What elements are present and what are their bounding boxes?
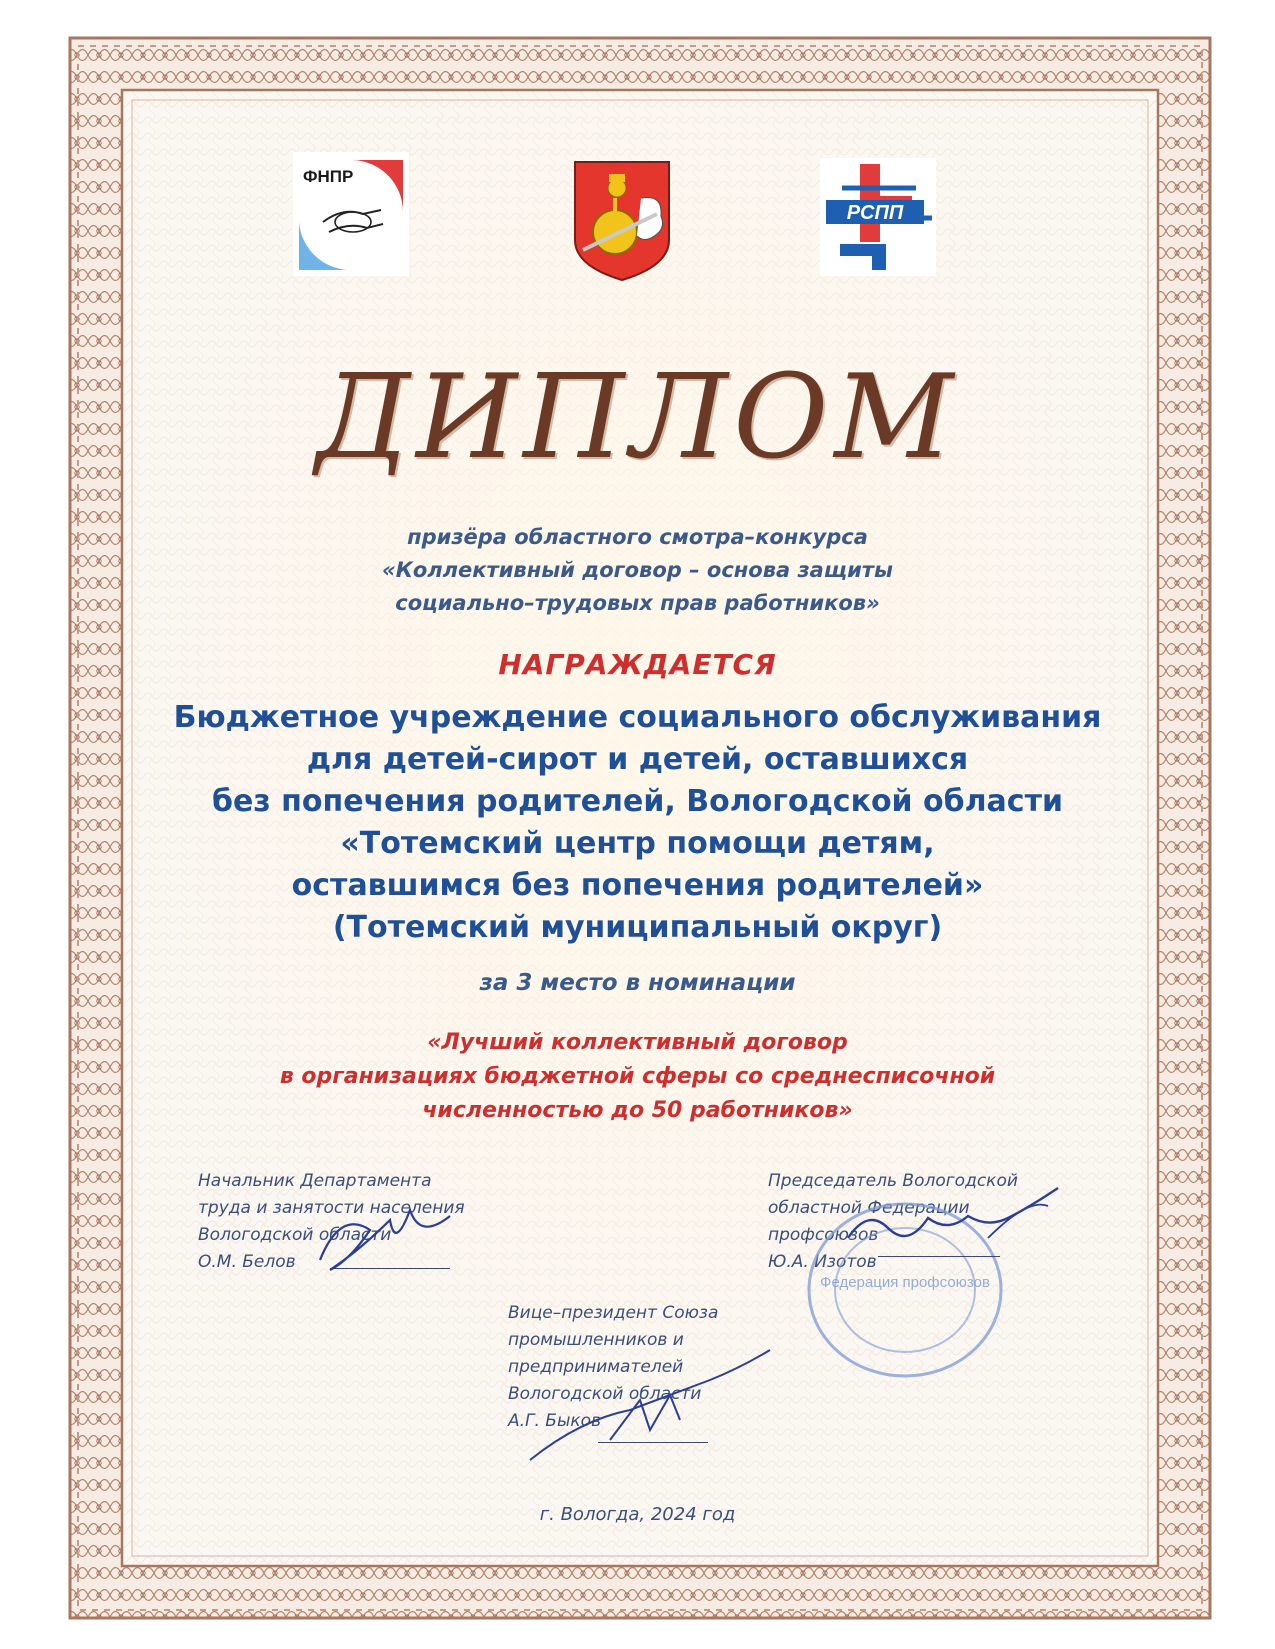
nomination-line-2: в организациях бюджетной сферы со среднесписочной: [279, 1064, 996, 1089]
rspp-logo-label: РСПП: [846, 202, 904, 224]
organization-line-5: оставшимся без попечения родителей»: [291, 868, 984, 903]
signatory-middle-line-2: промышленников и: [508, 1330, 684, 1350]
vologda-coat-of-arms-icon: [571, 158, 673, 284]
signatory-left-line-3: Вологодской области: [198, 1225, 392, 1245]
signatory-middle-line-3: предпринимателей: [508, 1357, 684, 1377]
signatory-left-line-2: труда и занятости населения: [198, 1198, 465, 1218]
document-title: ДИПЛОМ: [315, 350, 960, 485]
rspp-logo: [820, 158, 936, 276]
signatory-middle-line-1: Вице–президент Союза: [508, 1303, 719, 1323]
stamp-text: Федерация профсоюзов: [820, 1274, 990, 1291]
signatory-right-line-1: Председатель Вологодской: [768, 1171, 1018, 1191]
signatory-right-line-2: областной Федерации: [768, 1198, 970, 1218]
place-text: за 3 место в номинации: [479, 970, 796, 996]
signatory-middle-line-4: Вологодской области: [508, 1384, 702, 1404]
city-year: г. Вологда, 2024 год: [539, 1504, 736, 1525]
subtitle-line-1: призёра областного смотра–конкурса: [407, 525, 868, 549]
awarded-label: НАГРАЖДАЕТСЯ: [498, 648, 777, 681]
signatory-left-name: О.М. Белов: [198, 1252, 296, 1272]
fnpr-logo-label: ФНПР: [303, 167, 354, 186]
organization-line-4: «Тотемский центр помощи детям,: [340, 826, 935, 861]
signature-right: [838, 1178, 1068, 1268]
subtitle-line-2: «Коллективный договор – основа защиты: [382, 558, 893, 582]
signature-middle: [520, 1340, 780, 1470]
signature-left: [300, 1190, 480, 1290]
organization-line-1: Бюджетное учреждение социального обслуживания: [173, 700, 1102, 735]
organization-line-2: для детей-сирот и детей, оставшихся: [306, 742, 969, 777]
fnpr-logo: [293, 152, 409, 276]
signatory-right-line-3: профсоюзов: [768, 1225, 879, 1245]
nomination-line-1: «Лучший коллективный договор: [427, 1030, 848, 1055]
organization-line-3: без попечения родителей, Вологодской области: [212, 784, 1063, 819]
organization-line-6: (Тотемский муниципальный округ): [332, 910, 943, 945]
signatory-middle-name: А.Г. Быков: [508, 1411, 602, 1431]
nomination-line-3: численностью до 50 работников»: [422, 1098, 853, 1123]
signatory-left-line-1: Начальник Департамента: [198, 1171, 432, 1191]
signatory-right-name: Ю.А. Изотов: [768, 1252, 877, 1272]
subtitle-line-3: социально–трудовых прав работников»: [395, 591, 880, 615]
